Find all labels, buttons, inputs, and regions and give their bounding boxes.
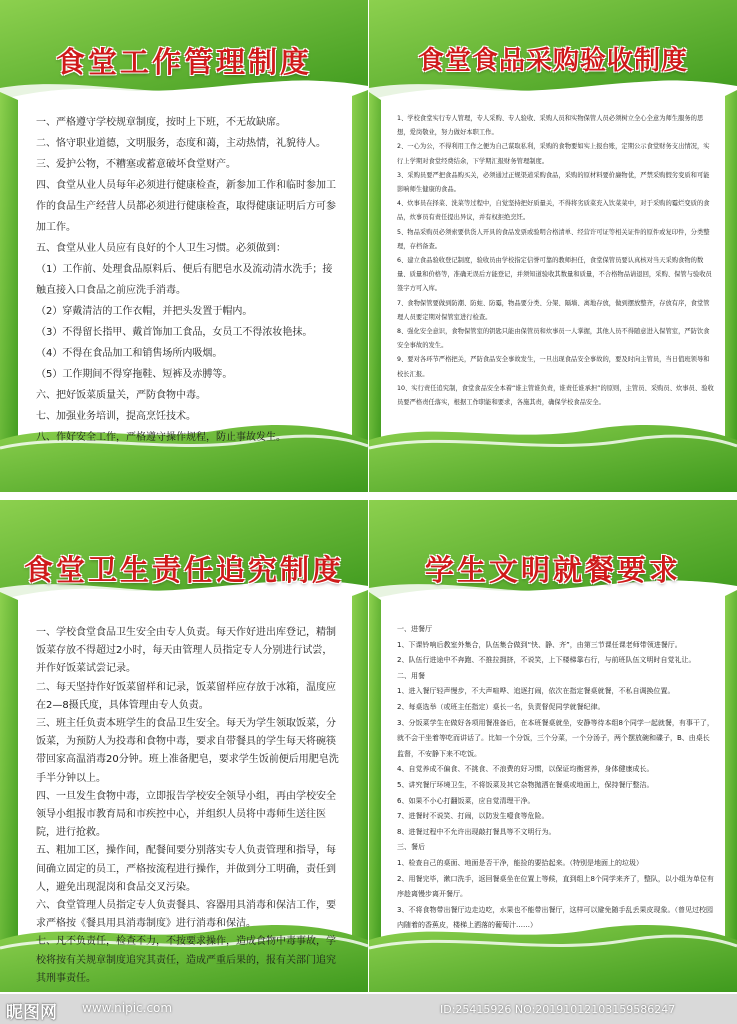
- panel-title: 食堂卫生责任追究制度: [23, 553, 344, 587]
- rule-paragraph: （4）不得在食品加工和销售场所内吸烟。: [36, 348, 223, 359]
- rule-paragraph: 六、把好饭菜质量关，严防食物中毒。: [36, 390, 206, 401]
- rule-paragraph: 2、每桌选举（或班主任指定）桌长一名，负责督促同学就餐纪律。: [397, 702, 605, 711]
- rule-paragraph: 2、一心为公，不得利用工作之便为自己谋取私利，采购的食物要如实上报台账，定期公示食堂财务支出情况，实行上学期对食堂经费结余，下学期汇报财务管理制度。: [397, 143, 710, 165]
- rule-paragraph: 1、下课铃响后教室外集合，队伍集合做到“快、静、齐”，由第三节课任课老师带领进餐厅。: [397, 640, 682, 649]
- rules-text: [397, 112, 715, 410]
- rule-paragraph: 一、学校食堂食品卫生安全由专人负责。每天作好进出库登记，精制饭菜存放不得超过2小时，每天由管理人员指定专人分别进行试尝，并作好饭菜试尝记录。: [36, 627, 336, 675]
- rule-paragraph: （5）工作期间不得穿拖鞋、短裤及赤膊等。: [36, 369, 233, 380]
- rule-paragraph: （3）不得留长指甲、戴首饰加工食品，女员工不得浓妆艳抹。: [36, 327, 313, 338]
- watermark-logo: 昵图网: [6, 1003, 57, 1023]
- rule-paragraph: 一、严格遵守学校规章制度，按时上下班，不无故缺席。: [36, 117, 286, 128]
- rule-paragraph: 二、每天坚持作好饭菜留样和记录，饭菜留样应存放于冰箱，温度应在2—8摄氏度，具体管理由专人负责。: [36, 681, 336, 711]
- rule-paragraph: 4、自觉养成不偏食、不挑食、不浪费的好习惯，以保证均衡营养，身体健康成长。: [397, 765, 654, 774]
- rule-paragraph: 七、加强业务培训，提高烹饪技术。: [36, 411, 196, 422]
- rule-paragraph: 四、一旦发生食物中毒，立即报告学校安全领导小组，再由学校安全领导小组报市教育局和市疾控中心，并组织人员将中毒师生送往医院，进行抢救。: [36, 790, 336, 839]
- panel-title: 学生文明就餐要求: [424, 553, 681, 587]
- rule-paragraph: 3、不将食物带出餐厅边走边吃，水果也不能带出餐厅，这样可以避免随手乱丢果皮现象。（曾见过校园内随着的香蕉皮，楼梯上洒落的葡萄汁……）: [397, 905, 713, 930]
- poster-student-dining-etiquette: [369, 500, 737, 992]
- poster-hygiene-accountability: [0, 500, 368, 992]
- watermark-image-id: ID:25415926 NO:20191012103159586247: [440, 1003, 676, 1016]
- rules-text: [36, 112, 342, 448]
- rule-paragraph: 三、餐后: [397, 843, 425, 852]
- rule-paragraph: 4、炊事员在择菜、洗菜等过程中，自觉坚持把好质量关，不得将劣质菜充入饮菜菜中，对于采购的霉烂变质的食品，炊事员有责任提出异议，并有权拒绝烹饪。: [397, 200, 710, 222]
- rule-paragraph: 1、学校食堂实行专人管理，专人采购、专人验收、采购人员和实物保管人员必须树立全心全意为师生服务的思想，爱岗敬业，努力做好本职工作。: [397, 115, 704, 137]
- rule-paragraph: 三、班主任负责本班学生的食品卫生安全。每天为学生领取饭菜，分饭菜，为预防人为投毒和食物中毒，要求自带餐具的学生每天将碗筷带回家高温消毒20分钟。班上准备肥皂，要求学生饭前便后用肥皂洗手半分钟以上。: [36, 718, 339, 784]
- rule-paragraph: 8、强化安全意识，食物保管室的钥匙只能由保管员和炊事员一人掌握，其他人员不得随意进入保管室，严防饮食安全事故的发生。: [397, 328, 710, 350]
- rule-paragraph: 2、队伍行进途中不奔跑、不推拉拥挤，不说笑，上下楼梯靠右行，与前班队伍文明时自觉礼让。: [397, 656, 696, 665]
- rule-paragraph: 7、进餐时不说笑、打闹，以防发生噎食等危险。: [397, 812, 549, 821]
- rule-paragraph: 二、用餐: [397, 671, 425, 680]
- rule-paragraph: 一、进餐厅: [397, 625, 432, 633]
- panel-title: 食堂工作管理制度: [55, 45, 312, 79]
- rules-text: [36, 624, 342, 988]
- rule-paragraph: 五、粗加工区，操作间，配餐间要分别落实专人负责管理和指导，每间确立固定的员工，严格按流程进行操作，并做到分工明确，责任到人，避免出现混岗和食品交叉污染。: [36, 845, 336, 893]
- rule-paragraph: （1）工作前、处理食品原料后、便后有肥皂水及流动清水洗手；接触直接入口食品之前应洗手消毒。: [36, 264, 333, 296]
- panel-title: 食堂食品采购验收制度: [417, 46, 688, 76]
- rule-paragraph: 六、食堂管理人员指定专人负责餐具、容器用具消毒和保洁工作，要求严格按《餐具用具消毒制度》进行消毒和保洁。: [36, 900, 336, 930]
- rule-paragraph: 三、爱护公物，不糟塞或蓄意破坏食堂财产。: [36, 159, 236, 170]
- rules-text: [397, 622, 715, 934]
- rule-paragraph: 5、讲究餐厅环境卫生，不将饭菜及其它杂物抛洒在餐桌或地面上，保持餐厅整洁。: [397, 780, 654, 789]
- rule-paragraph: 2、用餐完毕，漱口洗手，返回餐桌坐在位置上等候，直到组上8个同学来齐了，整队，以小组为单位有序趁离慢步离开餐厅。: [397, 874, 714, 899]
- rule-paragraph: 7、食物保管要做到防潮、防蛀、防霉，物品要分类、分架、隔墙、离地存放，做到摆放整齐，存放有序，食堂管理人员要定期对保管室进行检查。: [397, 299, 710, 321]
- poster-canteen-work-management: [0, 0, 368, 492]
- rule-paragraph: 6、建立食品验收登记制度，验收员由学校指定信誉可靠的教师担任，食堂保管员要认真核对当天采购食物的数量、质量和价格等，准确无误后方能登记，并须知道验收其数量和质量，不合格物品请退回，采购、保管与验收员签字方可入库。: [397, 257, 712, 293]
- rule-paragraph: （2）穿戴清洁的工作衣帽，并把头发置于帽内。: [36, 306, 253, 317]
- rule-paragraph: 3、采购员要严把食品购买关，必须通过正规渠道采购食品，采购的原材料要价廉物优，严禁采购假劣变质和可能影响师生健康的食品。: [397, 171, 710, 194]
- rule-paragraph: 8、进餐过程中不允许出现敲打餐具等不文明行为。: [397, 827, 556, 836]
- rule-paragraph: 七、凡不负责任，检查不力，不按要求操作，造成食物中毒事故，学校将按有关规章制度追究其责任，造成严重后果的，报有关部门追究其刑事责任。: [36, 936, 336, 984]
- rule-paragraph: 9、要对各环节严格把关，严防食品安全事故发生，一旦出现食品安全事故的，要及时向主管员，当日值班领导和校长汇报。: [397, 356, 710, 378]
- rule-paragraph: 五、食堂从业人员应有良好的个人卫生习惯。必须做到：: [36, 243, 286, 254]
- poster-food-procurement-inspection: [369, 0, 737, 492]
- rule-paragraph: 1、进入餐厅轻声慢步，不大声喧哗、追逐打闹，依次在指定餐桌就餐，不私自调换位置。: [397, 687, 675, 696]
- rule-paragraph: 6、如果不小心打翻饭菜，应自觉清理干净。: [397, 796, 535, 805]
- rule-paragraph: 10、实行责任追究制，食堂食品安全本着“谁主管谁负责，谁责任谁承担”的原则，主管员、采购员、炊事员、验收员要严格责任落实，根据工作职能和要求，各施其责，确保学校食品安全。: [397, 384, 714, 407]
- rule-paragraph: 5、物品采购员必须索要供货人开具的食品发票或验明合格清单、经营许可证等相关证件的原件或复印件，分类整理，存档备查。: [397, 228, 710, 250]
- rule-paragraph: 四、食堂从业人员每年必须进行健康检查，新参加工作和临时参加工作的食品生产经营人员都必须进行健康检查，取得健康证明后方可参加工作。: [36, 180, 336, 233]
- rule-paragraph: 1、检查自己的桌面、地面是否干净，能捡的要拾起来。（特别是地面上的垃圾）: [397, 858, 643, 867]
- rule-paragraph: 八、作好安全工作，严格遵守操作规程，防止事故发生。: [36, 432, 286, 443]
- rule-paragraph: 3、分饭菜学生在做好各项用餐准备后，在本班餐桌就坐，安静等待本组8个同学一起就餐，有事干了，就不会干坐着等吃而讲话了。比如一个分饭，三个分菜，一个分汤子，两个摆放碗和碟子，B、由桌长监督，不安静下来不吃饭。: [397, 718, 714, 758]
- watermark-url: www.nipic.com: [82, 1001, 173, 1015]
- rule-paragraph: 二、恪守职业道德，文明服务，态度和蔼，主动热情，礼貌待人。: [36, 138, 326, 149]
